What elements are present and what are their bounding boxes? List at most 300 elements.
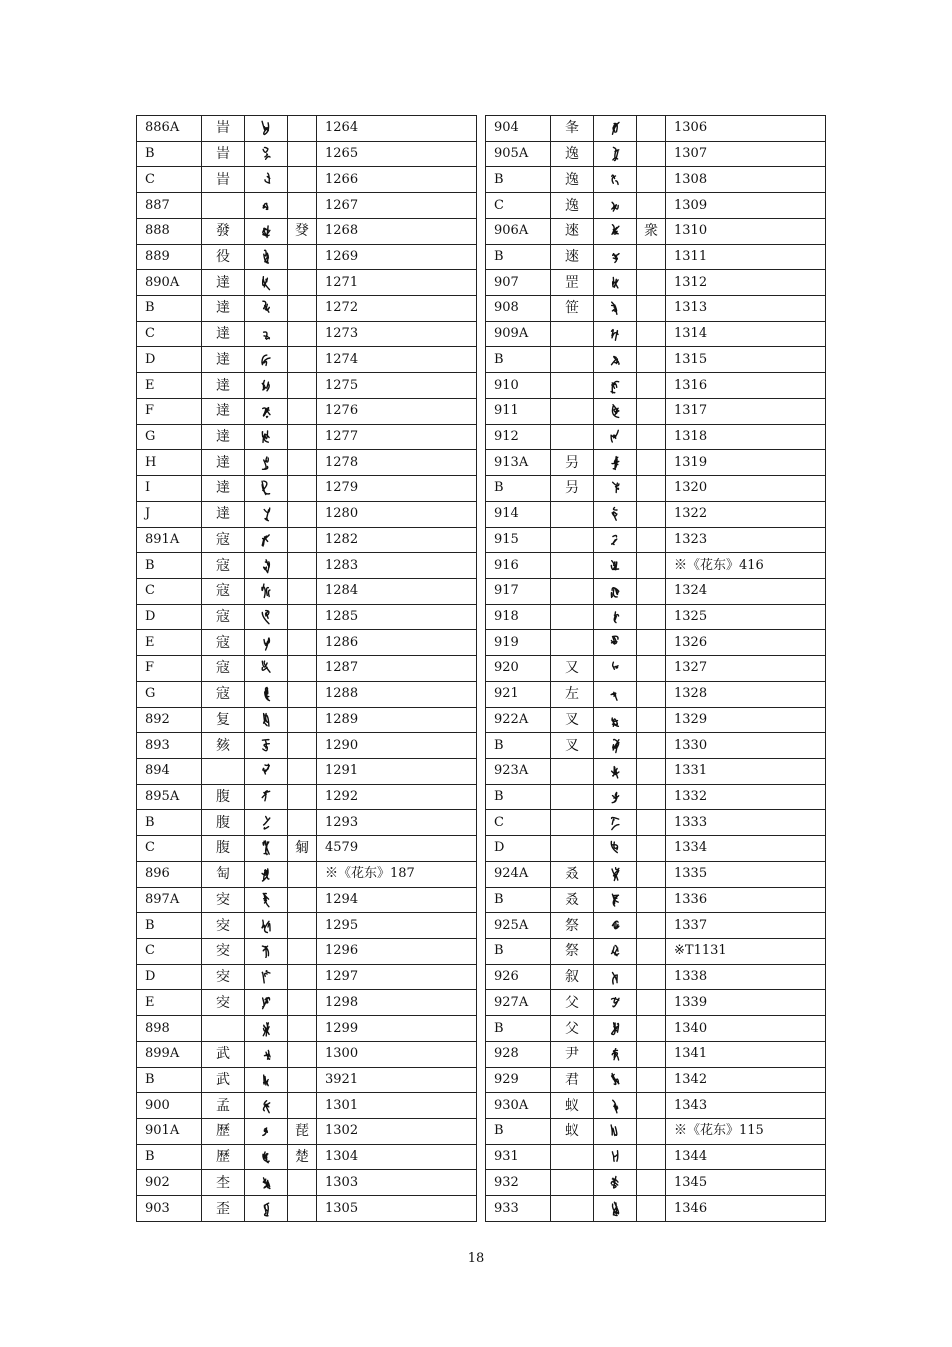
entry-id: 908 <box>486 296 551 322</box>
oracle-glyph-icon <box>608 249 622 265</box>
entry-variant <box>637 733 666 759</box>
entry-glyph <box>245 116 288 142</box>
entry-reference: 1294 <box>317 887 477 913</box>
entry-character <box>551 836 594 862</box>
entry-glyph <box>245 424 288 450</box>
entry-glyph <box>594 1196 637 1222</box>
entry-character: 寇 <box>202 578 245 604</box>
entry-id: C <box>486 810 551 836</box>
character-table-left <box>136 115 477 1222</box>
entry-character: 達 <box>202 476 245 502</box>
entry-variant <box>288 964 317 990</box>
entry-reference: 1344 <box>666 1144 826 1170</box>
table-row <box>486 398 826 424</box>
entry-reference: 1324 <box>666 578 826 604</box>
oracle-glyph-icon <box>259 1149 273 1165</box>
oracle-glyph-icon <box>608 738 622 754</box>
entry-reference: 1272 <box>317 296 477 322</box>
entry-character: 旹 <box>202 141 245 167</box>
entry-glyph <box>594 424 637 450</box>
oracle-glyph-icon <box>608 609 622 625</box>
table-row <box>137 964 477 990</box>
oracle-glyph-icon <box>259 403 273 419</box>
oracle-glyph-icon <box>608 480 622 496</box>
entry-variant <box>637 887 666 913</box>
oracle-glyph-icon <box>608 378 622 394</box>
entry-glyph <box>245 321 288 347</box>
entry-glyph <box>594 1119 637 1145</box>
entry-glyph <box>245 784 288 810</box>
oracle-glyph-icon <box>259 275 273 291</box>
entry-variant <box>288 296 317 322</box>
entry-id: B <box>137 141 202 167</box>
entry-reference: 1304 <box>317 1144 477 1170</box>
entry-glyph <box>245 1144 288 1170</box>
entry-id: H <box>137 450 202 476</box>
entry-reference: 1285 <box>317 604 477 630</box>
oracle-glyph-icon <box>608 120 622 136</box>
table-row <box>486 656 826 682</box>
entry-reference: 1342 <box>666 1067 826 1093</box>
oracle-glyph-icon <box>608 789 622 805</box>
entry-id: C <box>137 321 202 347</box>
entry-variant <box>288 1196 317 1222</box>
entry-glyph <box>594 321 637 347</box>
entry-character: 寇 <box>202 527 245 553</box>
entry-variant: 琵 <box>288 1119 317 1145</box>
oracle-glyph-icon <box>608 1175 622 1191</box>
oracle-glyph-icon <box>259 866 273 882</box>
entry-character: 逸 <box>551 167 594 193</box>
entry-glyph <box>245 939 288 965</box>
table-row <box>486 1170 826 1196</box>
entry-character: 叧 <box>551 450 594 476</box>
entry-glyph <box>594 656 637 682</box>
entry-variant <box>637 784 666 810</box>
entry-glyph <box>245 553 288 579</box>
entry-reference: 1265 <box>317 141 477 167</box>
entry-glyph <box>245 887 288 913</box>
entry-reference: 1305 <box>317 1196 477 1222</box>
entry-glyph <box>245 964 288 990</box>
oracle-glyph-icon <box>608 403 622 419</box>
oracle-glyph-icon <box>608 506 622 522</box>
table-row <box>486 990 826 1016</box>
entry-glyph <box>594 270 637 296</box>
entry-id: B <box>137 1067 202 1093</box>
entry-character: 逨 <box>551 218 594 244</box>
entry-glyph <box>245 758 288 784</box>
table-row <box>137 939 477 965</box>
entry-glyph <box>245 1067 288 1093</box>
oracle-glyph-icon <box>608 1201 622 1217</box>
entry-id: 932 <box>486 1170 551 1196</box>
entry-glyph <box>594 1144 637 1170</box>
entry-variant <box>288 1170 317 1196</box>
entry-character: 旹 <box>202 116 245 142</box>
entry-variant <box>288 553 317 579</box>
entry-variant: 匔 <box>288 836 317 862</box>
entry-glyph <box>594 836 637 862</box>
entry-glyph <box>594 450 637 476</box>
oracle-glyph-icon <box>259 583 273 599</box>
entry-reference: 1315 <box>666 347 826 373</box>
entry-variant <box>288 450 317 476</box>
entry-reference: 1334 <box>666 836 826 862</box>
entry-character: 腹 <box>202 810 245 836</box>
entry-character: 寇 <box>202 630 245 656</box>
table-row <box>137 296 477 322</box>
entry-id: E <box>137 373 202 399</box>
entry-id: B <box>486 476 551 502</box>
entry-glyph <box>245 604 288 630</box>
entry-reference: 1299 <box>317 1016 477 1042</box>
entry-id: B <box>486 733 551 759</box>
entry-id: 902 <box>137 1170 202 1196</box>
table-row <box>137 424 477 450</box>
entry-reference: 1302 <box>317 1119 477 1145</box>
table-row <box>137 167 477 193</box>
entry-glyph <box>245 218 288 244</box>
oracle-glyph-icon <box>259 918 273 934</box>
entry-variant <box>288 347 317 373</box>
oracle-glyph-icon <box>259 558 273 574</box>
entry-character: 寇 <box>202 553 245 579</box>
oracle-glyph-icon <box>608 275 622 291</box>
entry-character: 父 <box>551 1016 594 1042</box>
entry-variant <box>637 604 666 630</box>
entry-character: 達 <box>202 270 245 296</box>
entry-character: 蚁 <box>551 1119 594 1145</box>
entry-id: B <box>486 939 551 965</box>
entry-variant <box>288 527 317 553</box>
entry-glyph <box>594 347 637 373</box>
entry-reference: 1331 <box>666 758 826 784</box>
table-row <box>486 501 826 527</box>
entry-variant <box>637 810 666 836</box>
table-row <box>486 861 826 887</box>
entry-variant <box>637 501 666 527</box>
entry-id: I <box>137 476 202 502</box>
oracle-glyph-icon <box>608 326 622 342</box>
entry-glyph <box>245 913 288 939</box>
entry-glyph <box>594 527 637 553</box>
entry-variant <box>288 1093 317 1119</box>
entry-reference: 1332 <box>666 784 826 810</box>
entry-id: 920 <box>486 656 551 682</box>
entry-glyph <box>245 1196 288 1222</box>
entry-variant <box>288 810 317 836</box>
entry-id: B <box>486 1119 551 1145</box>
table-row <box>137 758 477 784</box>
entry-character: 君 <box>551 1067 594 1093</box>
entry-character: 父 <box>551 990 594 1016</box>
entry-variant <box>637 141 666 167</box>
entry-glyph <box>594 733 637 759</box>
entry-id: F <box>137 398 202 424</box>
entry-id: 891A <box>137 527 202 553</box>
table-row <box>486 450 826 476</box>
entry-id: 919 <box>486 630 551 656</box>
oracle-glyph-icon <box>608 455 622 471</box>
entry-variant <box>637 1093 666 1119</box>
entry-id: 907 <box>486 270 551 296</box>
oracle-glyph-icon <box>608 763 622 779</box>
entry-reference: 1308 <box>666 167 826 193</box>
entry-id: 924A <box>486 861 551 887</box>
entry-character: 歪 <box>202 1196 245 1222</box>
table-row <box>486 939 826 965</box>
oracle-glyph-icon <box>608 429 622 445</box>
entry-id: F <box>137 656 202 682</box>
table-row <box>486 321 826 347</box>
entry-variant <box>288 424 317 450</box>
entry-reference: 1322 <box>666 501 826 527</box>
entry-glyph <box>245 1016 288 1042</box>
oracle-glyph-icon <box>259 609 273 625</box>
entry-variant <box>288 167 317 193</box>
table-row <box>137 527 477 553</box>
entry-id: 927A <box>486 990 551 1016</box>
entry-reference: 1291 <box>317 758 477 784</box>
entry-glyph <box>594 1170 637 1196</box>
entry-reference: 1326 <box>666 630 826 656</box>
entry-reference: 1274 <box>317 347 477 373</box>
entry-id: 886A <box>137 116 202 142</box>
entry-reference: 1277 <box>317 424 477 450</box>
oracle-glyph-icon <box>259 352 273 368</box>
entry-variant <box>288 476 317 502</box>
entry-id: D <box>137 347 202 373</box>
entry-glyph <box>245 527 288 553</box>
entry-character: 達 <box>202 450 245 476</box>
oracle-glyph-icon <box>259 1072 273 1088</box>
entry-reference: 1320 <box>666 476 826 502</box>
table-row <box>137 476 477 502</box>
entry-variant <box>288 321 317 347</box>
oracle-glyph-icon <box>259 1098 273 1114</box>
entry-variant <box>637 296 666 322</box>
entry-character: 㚊 <box>202 733 245 759</box>
entry-glyph <box>594 630 637 656</box>
entry-character <box>551 553 594 579</box>
entry-id: 926 <box>486 964 551 990</box>
entry-id: 929 <box>486 1067 551 1093</box>
entry-character <box>551 604 594 630</box>
entry-character: 武 <box>202 1041 245 1067</box>
oracle-glyph-icon <box>608 815 622 831</box>
entry-id: D <box>486 836 551 862</box>
table-row <box>486 373 826 399</box>
entry-reference: 3921 <box>317 1067 477 1093</box>
table-row <box>137 990 477 1016</box>
table-row <box>137 1041 477 1067</box>
entry-variant <box>288 681 317 707</box>
entry-character: 役 <box>202 244 245 270</box>
entry-character: 复 <box>202 707 245 733</box>
oracle-glyph-icon <box>608 583 622 599</box>
oracle-glyph-icon <box>259 378 273 394</box>
entry-glyph <box>594 476 637 502</box>
entry-character: 腹 <box>202 784 245 810</box>
oracle-glyph-icon <box>259 1123 273 1139</box>
entry-id: G <box>137 681 202 707</box>
oracle-glyph-icon <box>259 506 273 522</box>
entry-glyph <box>594 373 637 399</box>
entry-id: 911 <box>486 398 551 424</box>
table-row <box>137 656 477 682</box>
entry-reference: ※《花东》115 <box>666 1119 826 1145</box>
entry-variant <box>637 656 666 682</box>
entry-variant <box>637 1016 666 1042</box>
entry-character <box>202 193 245 219</box>
entry-reference: 1310 <box>666 218 826 244</box>
entry-character: 祭 <box>551 939 594 965</box>
entry-character: 叉 <box>551 707 594 733</box>
entry-variant <box>637 1067 666 1093</box>
table-row <box>137 1196 477 1222</box>
table-row <box>137 553 477 579</box>
table-row <box>486 836 826 862</box>
entry-reference: 1264 <box>317 116 477 142</box>
entry-id: 931 <box>486 1144 551 1170</box>
entry-id: 906A <box>486 218 551 244</box>
entry-id: E <box>137 990 202 1016</box>
entry-variant: 衆 <box>637 218 666 244</box>
oracle-glyph-icon <box>259 815 273 831</box>
entry-id: B <box>137 296 202 322</box>
entry-character: 笹 <box>551 296 594 322</box>
oracle-glyph-icon <box>608 172 622 188</box>
entry-reference: 1311 <box>666 244 826 270</box>
entry-glyph <box>245 450 288 476</box>
oracle-glyph-icon <box>259 532 273 548</box>
oracle-glyph-icon <box>259 455 273 471</box>
entry-glyph <box>245 244 288 270</box>
oracle-glyph-icon <box>608 1046 622 1062</box>
entry-glyph <box>245 733 288 759</box>
entry-id: B <box>137 553 202 579</box>
entry-character: 歷 <box>202 1119 245 1145</box>
entry-character: 歷 <box>202 1144 245 1170</box>
entry-character <box>202 758 245 784</box>
oracle-glyph-icon <box>259 712 273 728</box>
entry-variant <box>288 270 317 296</box>
entry-character <box>551 1144 594 1170</box>
table-row <box>137 501 477 527</box>
entry-reference: 1298 <box>317 990 477 1016</box>
entry-id: 895A <box>137 784 202 810</box>
entry-reference: 1289 <box>317 707 477 733</box>
entry-variant <box>637 270 666 296</box>
entry-reference: 1323 <box>666 527 826 553</box>
oracle-glyph-icon <box>608 532 622 548</box>
oracle-glyph-icon <box>259 172 273 188</box>
table-row <box>137 1067 477 1093</box>
oracle-glyph-icon <box>259 249 273 265</box>
entry-reference: 1280 <box>317 501 477 527</box>
entry-id: B <box>486 167 551 193</box>
entry-reference: 1288 <box>317 681 477 707</box>
table-row <box>137 861 477 887</box>
entry-glyph <box>245 861 288 887</box>
entry-id: B <box>486 784 551 810</box>
table-row <box>486 810 826 836</box>
entry-variant <box>288 116 317 142</box>
table-row <box>486 553 826 579</box>
entry-reference: 1328 <box>666 681 826 707</box>
entry-reference: 1279 <box>317 476 477 502</box>
entry-reference: ※《花东》416 <box>666 553 826 579</box>
entry-glyph <box>594 218 637 244</box>
table-row <box>486 630 826 656</box>
entry-id: G <box>137 424 202 450</box>
entry-character: 達 <box>202 347 245 373</box>
entry-reference: 4579 <box>317 836 477 862</box>
entry-reference: 1346 <box>666 1196 826 1222</box>
oracle-glyph-icon <box>608 300 622 316</box>
table-row <box>486 1093 826 1119</box>
entry-character <box>551 1196 594 1222</box>
entry-reference: 1345 <box>666 1170 826 1196</box>
entry-reference: 1266 <box>317 167 477 193</box>
entry-reference: 1306 <box>666 116 826 142</box>
entry-id: 913A <box>486 450 551 476</box>
entry-character <box>551 630 594 656</box>
entry-reference: 1337 <box>666 913 826 939</box>
entry-id: 928 <box>486 1041 551 1067</box>
table-row <box>486 681 826 707</box>
oracle-glyph-icon <box>259 198 273 214</box>
table-row <box>486 347 826 373</box>
oracle-glyph-icon <box>608 866 622 882</box>
entry-character <box>551 424 594 450</box>
entry-character: 孟 <box>202 1093 245 1119</box>
oracle-glyph-icon <box>608 892 622 908</box>
entry-reference: 1275 <box>317 373 477 399</box>
oracle-glyph-icon <box>608 660 622 676</box>
entry-character: 達 <box>202 501 245 527</box>
entry-reference: 1318 <box>666 424 826 450</box>
entry-reference: 1338 <box>666 964 826 990</box>
table-row <box>486 296 826 322</box>
oracle-glyph-icon <box>259 995 273 1011</box>
entry-variant <box>288 604 317 630</box>
table-row <box>486 1196 826 1222</box>
entry-id: 925A <box>486 913 551 939</box>
entry-reference: ※《花东》187 <box>317 861 477 887</box>
entry-id: E <box>137 630 202 656</box>
entry-character: 達 <box>202 321 245 347</box>
entry-character <box>551 527 594 553</box>
entry-variant <box>288 939 317 965</box>
entry-glyph <box>594 990 637 1016</box>
entry-id: 896 <box>137 861 202 887</box>
table-row <box>137 681 477 707</box>
table-row <box>137 887 477 913</box>
entry-id: 909A <box>486 321 551 347</box>
oracle-glyph-icon <box>259 1046 273 1062</box>
entry-reference: 1313 <box>666 296 826 322</box>
entry-variant <box>637 347 666 373</box>
entry-reference: 1335 <box>666 861 826 887</box>
entry-id: B <box>137 810 202 836</box>
entry-id: D <box>137 964 202 990</box>
entry-reference: 1300 <box>317 1041 477 1067</box>
table-row <box>137 578 477 604</box>
entry-character: 夆 <box>551 116 594 142</box>
entry-reference: 1269 <box>317 244 477 270</box>
